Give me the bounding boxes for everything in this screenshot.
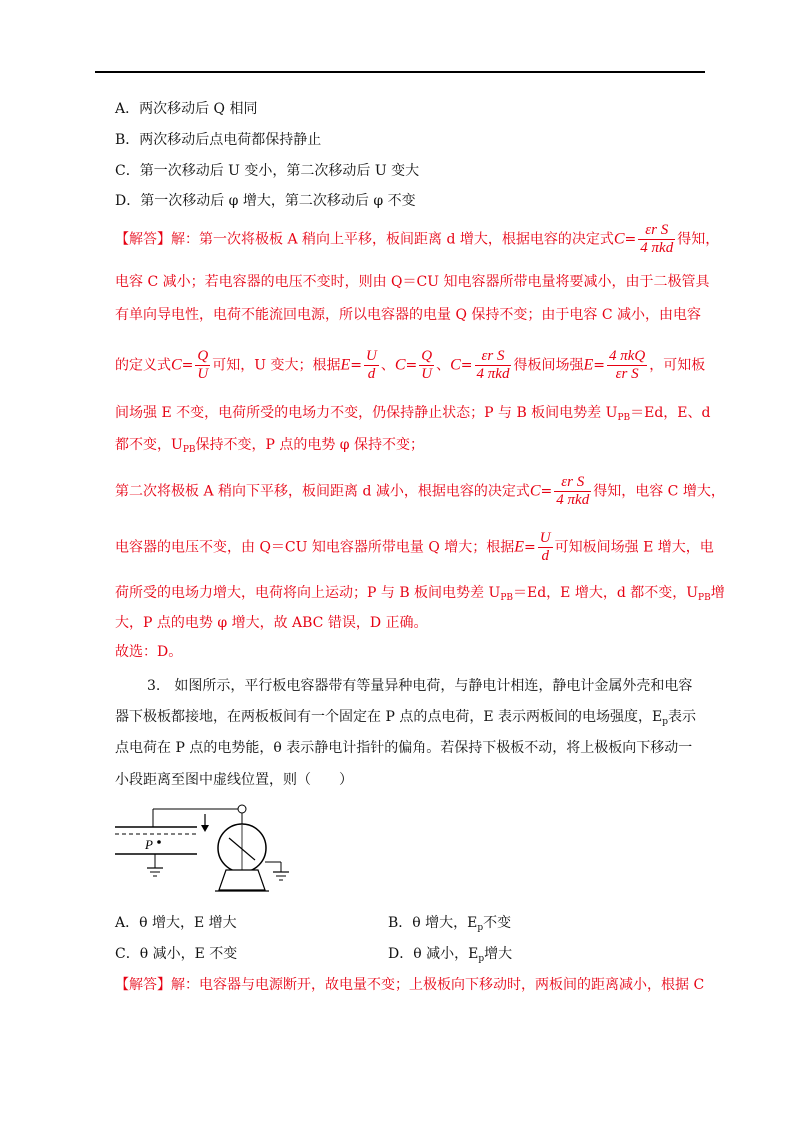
field-formula-2: $\frac{U}{d}$ xyxy=(539,530,551,564)
q2-answer-line-2: 电容 C 减小；若电容器的电压不变时，则由 Q＝CU 知电容器所带电量将要减小，由于二极管具 xyxy=(115,274,710,290)
capacitance-formula-3: $\frac{\text{εr S}}{\text{4 πkd}}$ xyxy=(556,474,590,508)
q3-option-d: D．θ 减小，$E_p$增大 xyxy=(388,946,513,964)
q3-stem-line-3: 点电荷在 P 点的电势能，θ 表示静电计指针的偏角。若保持下极板不动，将上极板向下移动一 xyxy=(115,740,693,756)
q2-answer-line-1: 【解答】解：第一次将极板 A 稍向上平移，板间距离 d 增大，根据电容的决定式C= $\frac{\text{εr S}}{\text{4 πkd}}$ 得知， xyxy=(115,222,720,256)
capacitance-formula-2: $\frac{\text{εr S}}{\text{4 πkd}}$ xyxy=(476,348,510,382)
capacitance-definition-2: $\frac{Q}{U}$ xyxy=(421,348,433,382)
field-result-formula: $\frac{\text{4 πkQ}}{\text{εr S}}$ xyxy=(608,348,646,382)
capacitance-formula: $\frac{\text{εr S}}{\text{4 πkd}}$ xyxy=(640,222,674,256)
q3-stem-line-1: 3. 如图所示，平行板电容器带有等量异种电荷，与静电计相连，静电计金属外壳和电容 xyxy=(147,678,693,694)
capacitor-electroscope-figure xyxy=(115,798,300,898)
q2-answer-line-3: 有单向导电性，电荷不能流回电源，所以电容器的电量 Q 保持不变；由于电容 C 减小，由电容 xyxy=(115,307,701,323)
capacitance-definition: $\frac{Q}{U}$ xyxy=(197,348,209,382)
q3-option-b: B．θ 增大，$E_p$不变 xyxy=(388,915,512,933)
q3-answer-line-1: 【解答】解：电容器与电源断开，故电量不变；上极板向下移动时，两板间的距离减小，根据 C xyxy=(115,977,705,993)
field-formula: $\frac{U}{d}$ xyxy=(366,348,377,382)
q3-stem-line-4: 小段距离至图中虚线位置，则（ ） xyxy=(115,772,353,788)
q2-answer-line-7: 第二次将极板 A 稍向下平移，板间距离 d 减小，根据电容的决定式C= $\frac{\text{εr S}}{\text{4 πkd}}$ 得知，电容 C 增大， xyxy=(115,474,725,508)
q2-answer-line-6: 都不变，$U_{PB}$保持不变，P 点的电势 φ 保持不变； xyxy=(115,437,425,455)
q2-answer-line-9: 荷所受的电场力增大，电荷将向上运动；P 与 B 板间电势差 $U_{PB}=Ed$，E 增大，d 都不变，$U_{PB}$增 xyxy=(115,585,725,603)
q3-option-c: C．θ 减小，E 不变 xyxy=(115,946,238,962)
point-p-label: P xyxy=(145,837,153,852)
header-rule xyxy=(95,71,705,73)
q2-option-c: C．第一次移动后 U 变小，第二次移动后 U 变大 xyxy=(115,163,420,179)
q2-answer-line-8: 电容器的电压不变，由 Q＝CU 知电容器所带电量 Q 增大；根据E= $\frac{U}{d}$ 可知板间场强 E 增大，电 xyxy=(115,530,714,564)
q2-answer-line-10: 大，P 点的电势 φ 增大，故 ABC 错误，D 正确。 xyxy=(115,615,428,631)
answer-bracket: 【解答】 xyxy=(115,231,171,248)
q3-option-a: A．θ 增大，E 增大 xyxy=(115,915,237,931)
q2-answer-line-5: 间场强 E 不变，电荷所受的电场力不变，仍保持静止状态；P 与 B 板间电势差 $U_{PB}=Ed$，E、d xyxy=(115,405,711,423)
q2-option-b: B．两次移动后点电荷都保持静止 xyxy=(115,132,322,148)
q2-option-d: D．第一次移动后 φ 增大，第二次移动后 φ 不变 xyxy=(115,193,416,209)
point-charge xyxy=(157,840,161,844)
q2-final-answer: 故选：D。 xyxy=(115,644,183,660)
q2-option-a: A．两次移动后 Q 相同 xyxy=(115,101,258,117)
q3-stem-line-2: 器下极板都接地，在两板板间有一个固定在 P 点的点电荷，E 表示两板间的电场强度，$E_p$表示 xyxy=(115,709,696,727)
q2-answer-line-4: 的定义式C= $\frac{Q}{U}$ 可知，U 变大；根据E= $\frac{U}{d}$ 、C= $\frac{Q}{U}$ 、C= $\frac{\text{εr S}}{\text{4 πkd}}$ 得板间场强E= $\frac{\text{4 πkQ}}{\text{εr S}}$ ，可知板 xyxy=(115,348,706,382)
